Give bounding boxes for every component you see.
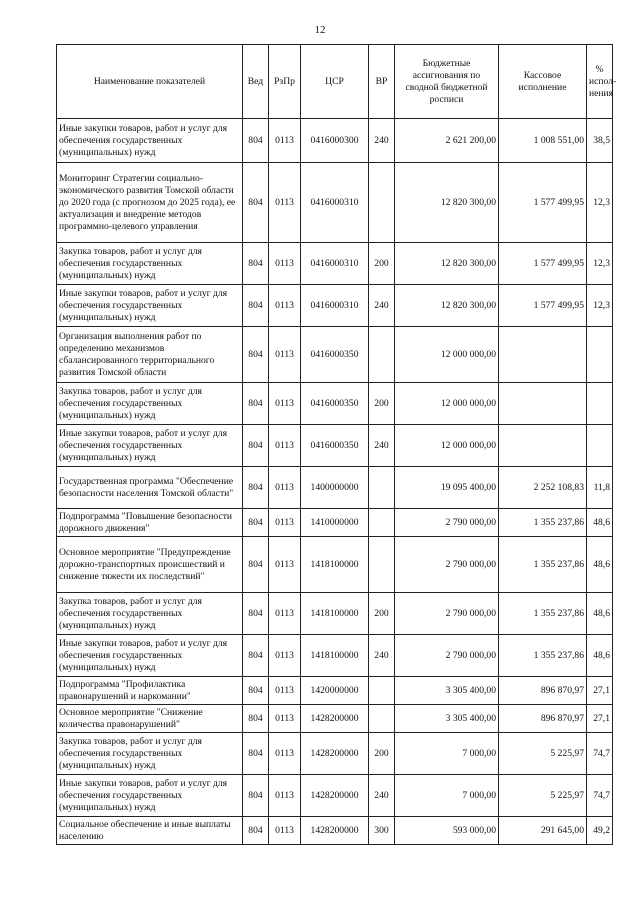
cell-cash: 5 225,97	[499, 733, 587, 775]
cell-csr: 1420000000	[301, 677, 369, 705]
cell-vr: 300	[369, 817, 395, 845]
cell-rzpr: 0113	[269, 163, 301, 243]
cell-cash: 5 225,97	[499, 775, 587, 817]
cell-budget: 2 621 200,00	[395, 119, 499, 163]
table-row	[57, 775, 613, 817]
page-number: 12	[314, 24, 326, 36]
cell-ved: 804	[243, 677, 269, 705]
table-row	[57, 677, 613, 705]
table-row	[57, 285, 613, 327]
cell-rzpr: 0113	[269, 383, 301, 425]
header-budget: Бюджетные ассигнования по сводной бюджетной росписи	[395, 45, 499, 119]
cell-budget: 12 820 300,00	[395, 285, 499, 327]
cell-ved: 804	[243, 537, 269, 593]
cell-pct: 38,5	[587, 119, 613, 163]
cell-cash: 1 355 237,86	[499, 593, 587, 635]
cell-csr: 0416000310	[301, 163, 369, 243]
cell-csr: 0416000310	[301, 243, 369, 285]
cell-csr: 1428200000	[301, 733, 369, 775]
cell-pct	[587, 327, 613, 383]
cell-csr: 0416000300	[301, 119, 369, 163]
cell-vr: 200	[369, 243, 395, 285]
table-row	[57, 537, 613, 593]
cell-name: Иные закупки товаров, работ и услуг для обеспечения государственных (муниципальных) нужд	[57, 425, 243, 467]
cell-csr: 0416000350	[301, 425, 369, 467]
cell-budget: 12 820 300,00	[395, 163, 499, 243]
table-row	[57, 119, 613, 163]
table-row	[57, 733, 613, 775]
table-header-row	[57, 45, 613, 119]
cell-budget: 7 000,00	[395, 733, 499, 775]
cell-pct: 48,6	[587, 635, 613, 677]
header-cash: Кассовое исполнение	[499, 45, 587, 119]
cell-ved: 804	[243, 383, 269, 425]
cell-cash: 1 355 237,86	[499, 509, 587, 537]
cell-budget: 2 790 000,00	[395, 509, 499, 537]
cell-ved: 804	[243, 705, 269, 733]
cell-ved: 804	[243, 635, 269, 677]
table-row	[57, 467, 613, 509]
header-csr: ЦСР	[301, 45, 369, 119]
cell-vr: 240	[369, 119, 395, 163]
cell-ved: 804	[243, 285, 269, 327]
cell-ved: 804	[243, 425, 269, 467]
cell-pct: 12,3	[587, 285, 613, 327]
cell-rzpr: 0113	[269, 467, 301, 509]
cell-name: Основное мероприятие "Снижение количества правонарушений"	[57, 705, 243, 733]
cell-cash: 1 355 237,86	[499, 537, 587, 593]
cell-cash: 896 870,97	[499, 677, 587, 705]
table-row	[57, 383, 613, 425]
cell-ved: 804	[243, 163, 269, 243]
cell-cash: 291 645,00	[499, 817, 587, 845]
cell-pct: 48,6	[587, 509, 613, 537]
table-row	[57, 705, 613, 733]
cell-ved: 804	[243, 243, 269, 285]
cell-budget: 593 000,00	[395, 817, 499, 845]
cell-vr	[369, 705, 395, 733]
cell-csr: 1418100000	[301, 593, 369, 635]
cell-rzpr: 0113	[269, 425, 301, 467]
cell-cash: 1 355 237,86	[499, 635, 587, 677]
cell-rzpr: 0113	[269, 775, 301, 817]
cell-name: Закупка товаров, работ и услуг для обеспечения государственных (муниципальных) нужд	[57, 383, 243, 425]
cell-pct	[587, 383, 613, 425]
cell-ved: 804	[243, 817, 269, 845]
cell-ved: 804	[243, 467, 269, 509]
cell-vr: 240	[369, 775, 395, 817]
cell-pct: 12,3	[587, 163, 613, 243]
cell-budget: 3 305 400,00	[395, 705, 499, 733]
cell-pct: 48,6	[587, 593, 613, 635]
cell-name: Иные закупки товаров, работ и услуг для обеспечения государственных (муниципальных) нужд	[57, 119, 243, 163]
table-row	[57, 425, 613, 467]
cell-pct	[587, 425, 613, 467]
cell-name: Иные закупки товаров, работ и услуг для обеспечения государственных (муниципальных) нужд	[57, 285, 243, 327]
cell-budget: 7 000,00	[395, 775, 499, 817]
cell-vr: 240	[369, 285, 395, 327]
cell-rzpr: 0113	[269, 285, 301, 327]
cell-ved: 804	[243, 775, 269, 817]
cell-budget: 2 790 000,00	[395, 635, 499, 677]
cell-pct: 74,7	[587, 775, 613, 817]
cell-rzpr: 0113	[269, 509, 301, 537]
cell-rzpr: 0113	[269, 243, 301, 285]
cell-budget: 2 790 000,00	[395, 593, 499, 635]
cell-cash	[499, 327, 587, 383]
cell-cash: 1 577 499,95	[499, 285, 587, 327]
cell-rzpr: 0113	[269, 327, 301, 383]
cell-budget: 2 790 000,00	[395, 537, 499, 593]
cell-name: Организация выполнения работ по определению механизмов сбалансированного территориального развития Томской области	[57, 327, 243, 383]
cell-ved: 804	[243, 509, 269, 537]
cell-name: Иные закупки товаров, работ и услуг для обеспечения государственных (муниципальных) нужд	[57, 635, 243, 677]
cell-vr: 240	[369, 425, 395, 467]
table-row	[57, 817, 613, 845]
cell-csr: 1428200000	[301, 817, 369, 845]
cell-vr: 200	[369, 593, 395, 635]
cell-name: Основное мероприятие "Предупреждение дорожно-транспортных происшествий и снижение тяжести их последствий"	[57, 537, 243, 593]
cell-pct: 12,3	[587, 243, 613, 285]
header-pct: % испол-нения	[587, 45, 613, 119]
cell-ved: 804	[243, 119, 269, 163]
table-row	[57, 327, 613, 383]
cell-rzpr: 0113	[269, 593, 301, 635]
cell-vr: 200	[369, 733, 395, 775]
cell-name: Закупка товаров, работ и услуг для обеспечения государственных (муниципальных) нужд	[57, 593, 243, 635]
cell-vr: 240	[369, 635, 395, 677]
cell-csr: 1428200000	[301, 705, 369, 733]
cell-rzpr: 0113	[269, 677, 301, 705]
cell-csr: 0416000310	[301, 285, 369, 327]
cell-vr	[369, 537, 395, 593]
cell-name: Мониторинг Стратегии социально-экономического развития Томской области до 2020 года (с прогнозом до 2025 года), ее актуализация и внедрение методов программно-целевого управления	[57, 163, 243, 243]
cell-ved: 804	[243, 733, 269, 775]
cell-vr	[369, 677, 395, 705]
cell-rzpr: 0113	[269, 705, 301, 733]
cell-csr: 1410000000	[301, 509, 369, 537]
cell-budget: 12 000 000,00	[395, 327, 499, 383]
cell-name: Подпрограмма "Профилактика правонарушений и наркомании"	[57, 677, 243, 705]
header-name: Наименование показателей	[57, 45, 243, 119]
cell-name: Подпрограмма "Повышение безопасности дорожного движения"	[57, 509, 243, 537]
cell-cash: 1 577 499,95	[499, 243, 587, 285]
cell-ved: 804	[243, 593, 269, 635]
cell-rzpr: 0113	[269, 733, 301, 775]
cell-pct: 49,2	[587, 817, 613, 845]
cell-vr: 200	[369, 383, 395, 425]
cell-csr: 0416000350	[301, 383, 369, 425]
cell-pct: 27,1	[587, 677, 613, 705]
header-ved: Вед	[243, 45, 269, 119]
cell-rzpr: 0113	[269, 635, 301, 677]
cell-budget: 12 000 000,00	[395, 383, 499, 425]
budget-table	[56, 44, 617, 845]
cell-vr	[369, 327, 395, 383]
cell-csr: 0416000350	[301, 327, 369, 383]
cell-budget: 19 095 400,00	[395, 467, 499, 509]
cell-rzpr: 0113	[269, 537, 301, 593]
table-row	[57, 243, 613, 285]
cell-ved: 804	[243, 327, 269, 383]
cell-pct: 74,7	[587, 733, 613, 775]
cell-name: Государственная программа "Обеспечение безопасности населения Томской области"	[57, 467, 243, 509]
cell-name: Закупка товаров, работ и услуг для обеспечения государственных (муниципальных) нужд	[57, 243, 243, 285]
cell-pct: 11,8	[587, 467, 613, 509]
cell-pct: 48,6	[587, 537, 613, 593]
cell-csr: 1418100000	[301, 635, 369, 677]
cell-csr: 1400000000	[301, 467, 369, 509]
table-row	[57, 509, 613, 537]
table-row	[57, 163, 613, 243]
cell-cash: 2 252 108,83	[499, 467, 587, 509]
cell-budget: 12 820 300,00	[395, 243, 499, 285]
cell-name: Социальное обеспечение и иные выплаты населению	[57, 817, 243, 845]
cell-csr: 1428200000	[301, 775, 369, 817]
cell-vr	[369, 163, 395, 243]
cell-budget: 12 000 000,00	[395, 425, 499, 467]
cell-cash: 1 577 499,95	[499, 163, 587, 243]
cell-pct: 27,1	[587, 705, 613, 733]
header-vr: ВР	[369, 45, 395, 119]
cell-rzpr: 0113	[269, 817, 301, 845]
cell-cash	[499, 425, 587, 467]
table-row	[57, 593, 613, 635]
cell-cash	[499, 383, 587, 425]
cell-vr	[369, 509, 395, 537]
cell-budget: 3 305 400,00	[395, 677, 499, 705]
cell-cash: 1 008 551,00	[499, 119, 587, 163]
header-rzpr: РзПр	[269, 45, 301, 119]
cell-cash: 896 870,97	[499, 705, 587, 733]
cell-name: Иные закупки товаров, работ и услуг для обеспечения государственных (муниципальных) нужд	[57, 775, 243, 817]
cell-name: Закупка товаров, работ и услуг для обеспечения государственных (муниципальных) нужд	[57, 733, 243, 775]
cell-vr	[369, 467, 395, 509]
cell-csr: 1418100000	[301, 537, 369, 593]
cell-rzpr: 0113	[269, 119, 301, 163]
table-row	[57, 635, 613, 677]
